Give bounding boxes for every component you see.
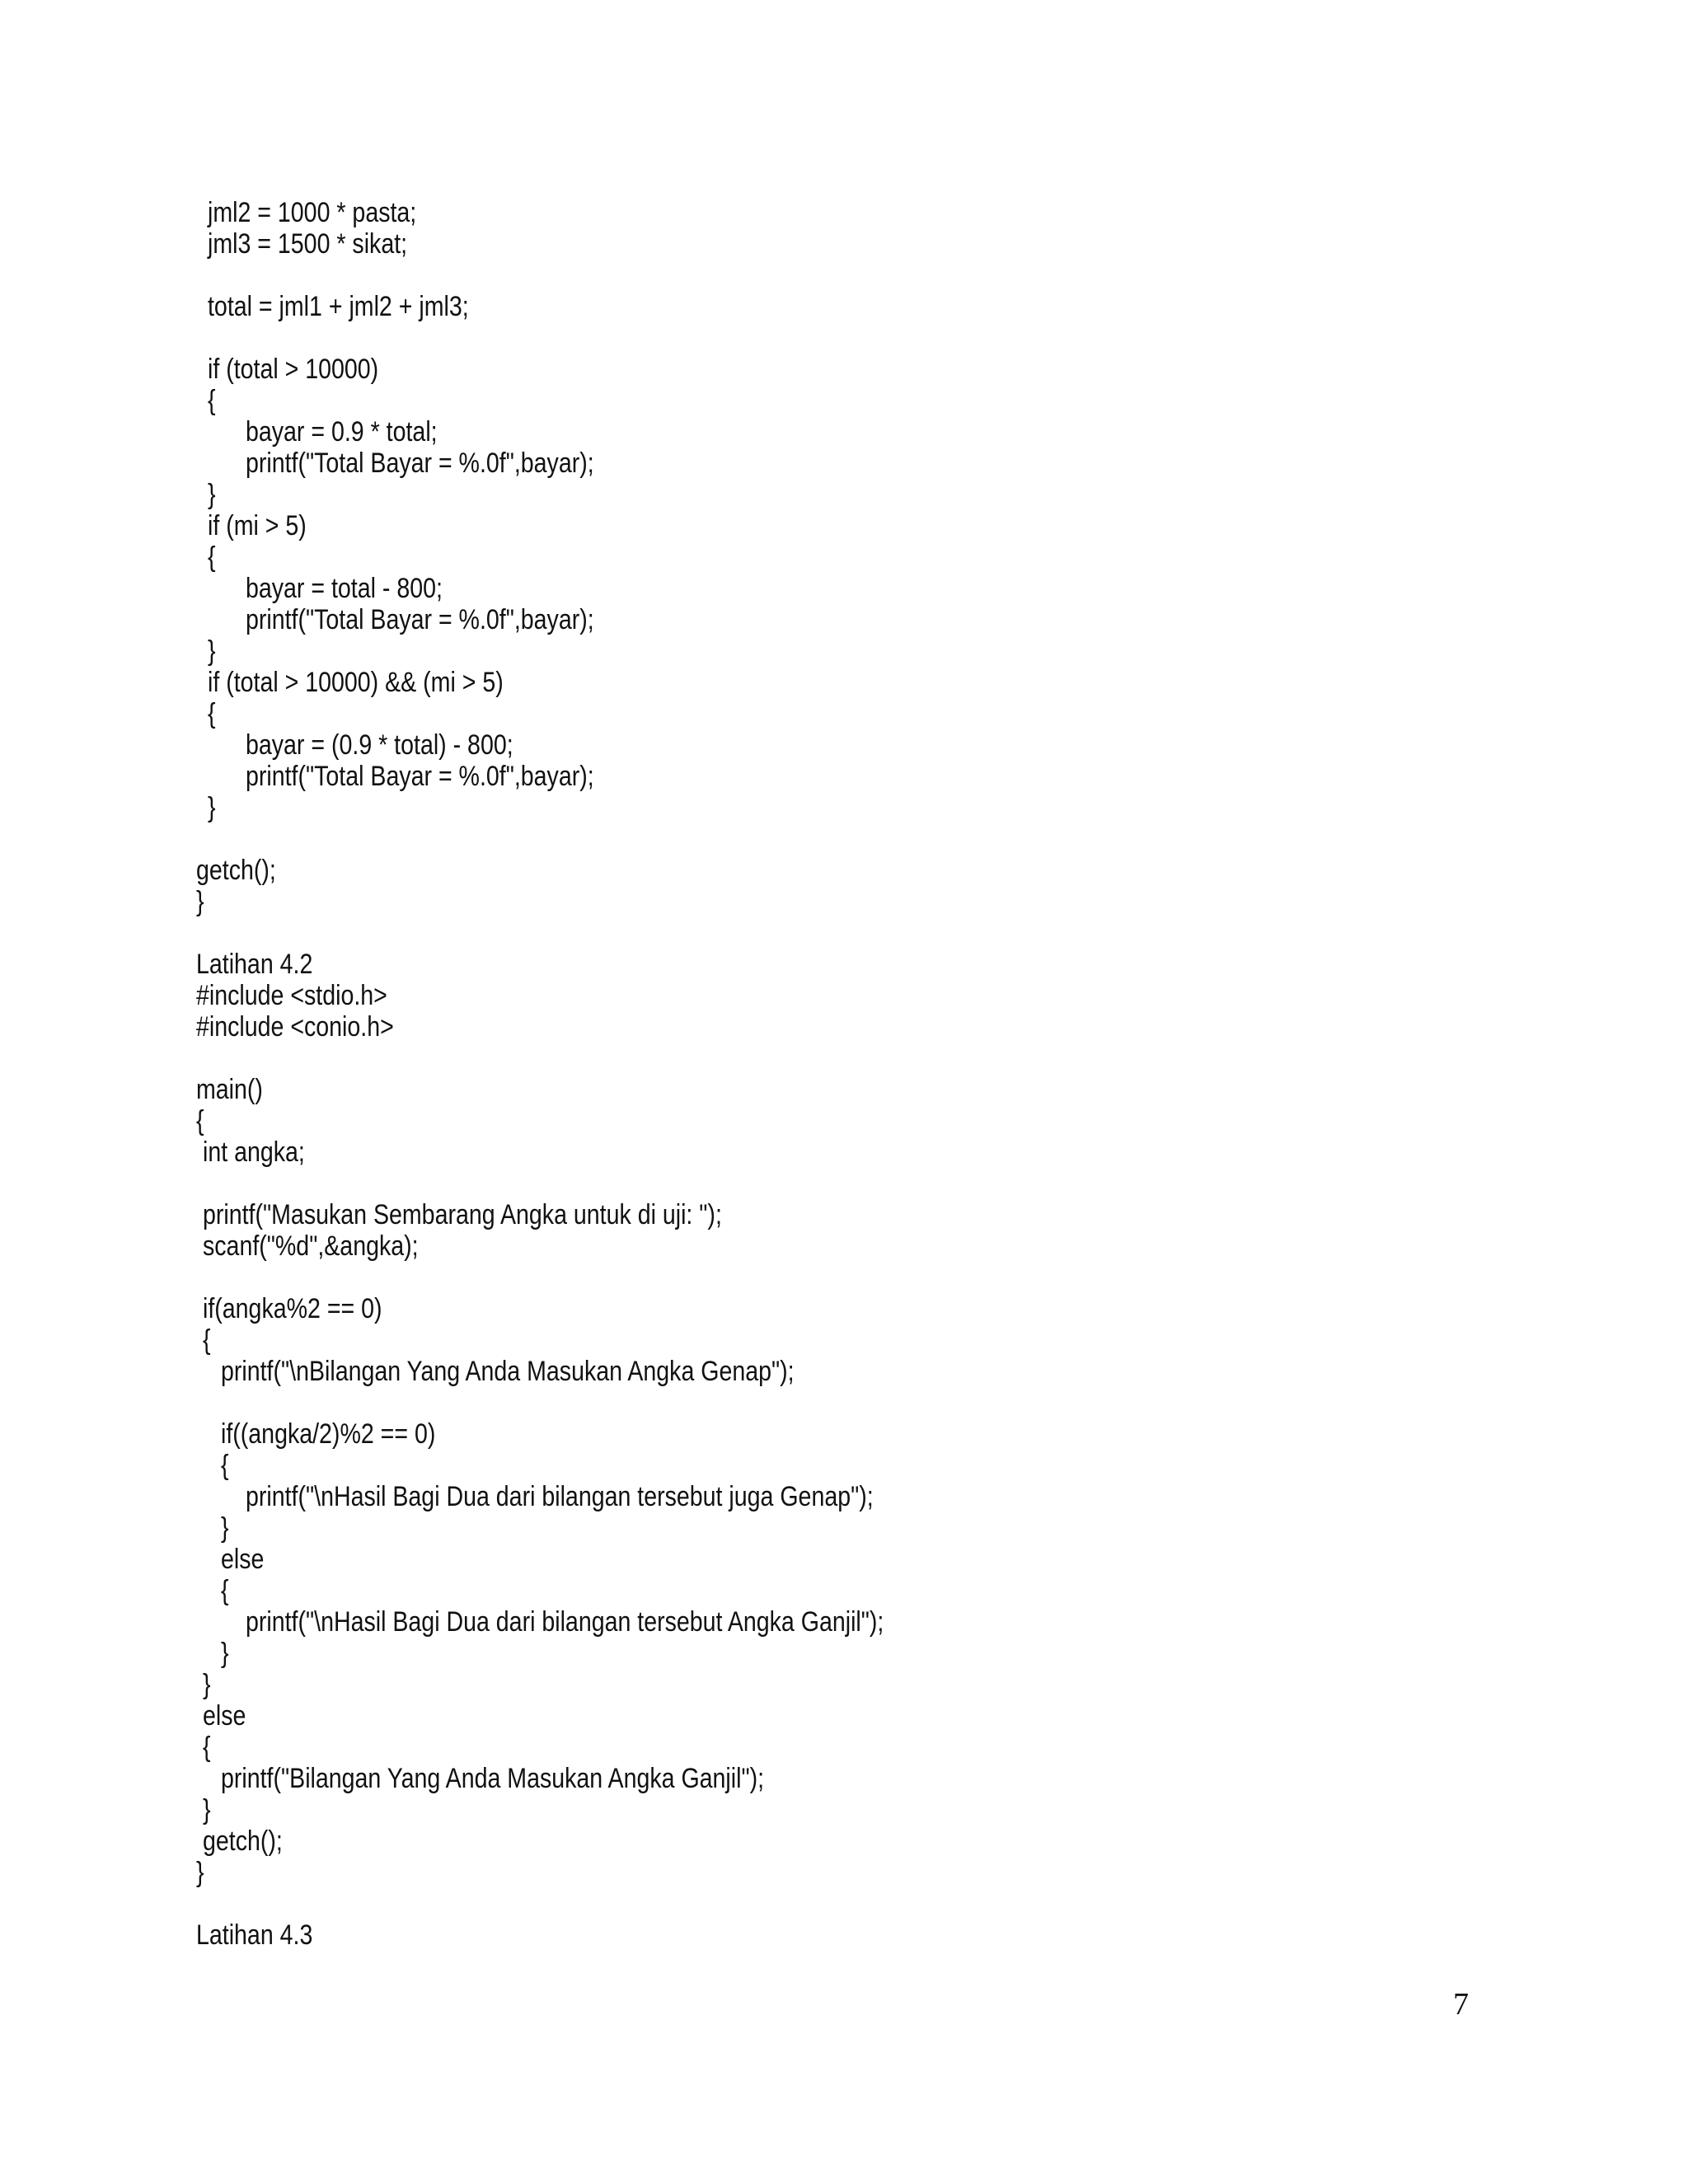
code-line: { [208,698,216,729]
code-line: { [208,541,216,573]
code-line: printf("Total Bayar = %.0f",bayar); [246,761,594,792]
code-line: printf("Bilangan Yang Anda Masukan Angka Ganjil"); [221,1763,765,1794]
code-line: } [221,1638,229,1669]
code-line: { [203,1324,211,1356]
code-line: printf("Total Bayar = %.0f",bayar); [246,604,594,635]
code-line: getch(); [196,855,276,886]
code-line: if((angka/2)%2 == 0) [221,1418,436,1450]
code-line: if(angka%2 == 0) [203,1293,382,1324]
code-line: } [208,792,216,823]
code-line: } [208,635,216,667]
code-line: { [221,1575,229,1606]
code-line: jml3 = 1500 * sikat; [208,228,408,260]
page-number: 7 [1453,1987,1469,2022]
code-line: { [221,1450,229,1481]
code-line: scanf("%d",&angka); [203,1230,419,1262]
code-line: bayar = 0.9 * total; [246,416,438,448]
code-line: bayar = total - 800; [246,573,443,604]
code-line: } [196,1857,204,1888]
code-line: else [221,1544,265,1575]
code-line: main() [196,1074,263,1105]
code-line: printf("Total Bayar = %.0f",bayar); [246,448,594,479]
code-line: else [203,1700,246,1732]
code-line: getch(); [203,1825,283,1857]
code-line: if (total > 10000) [208,354,379,385]
code-line: if (total > 10000) && (mi > 5) [208,667,504,698]
code-line: if (mi > 5) [208,510,307,541]
section-heading: Latihan 4.2 [196,949,313,980]
code-line: printf("\nHasil Bagi Dua dari bilangan tersebut juga Genap"); [246,1481,874,1512]
code-line: } [203,1794,211,1825]
code-line: printf("Masukan Sembarang Angka untuk di uji: "); [203,1199,722,1230]
code-line: bayar = (0.9 * total) - 800; [246,729,513,761]
code-line: } [221,1512,229,1544]
section-heading: Latihan 4.3 [196,1919,313,1951]
code-line: jml2 = 1000 * pasta; [208,197,417,228]
code-line: printf("\nHasil Bagi Dua dari bilangan tersebut Angka Ganjil"); [246,1606,884,1638]
code-line: int angka; [203,1137,305,1168]
code-line: total = jml1 + jml2 + jml3; [208,291,469,322]
code-line: printf("\nBilangan Yang Anda Masukan Angka Genap"); [221,1356,795,1387]
code-line: { [196,1105,204,1137]
code-line: { [203,1732,211,1763]
code-line: } [208,479,216,510]
code-line: { [208,385,216,416]
code-line: #include <stdio.h> [196,980,387,1011]
code-line: } [196,886,204,917]
code-line: } [203,1669,211,1700]
code-line: #include <conio.h> [196,1011,394,1043]
